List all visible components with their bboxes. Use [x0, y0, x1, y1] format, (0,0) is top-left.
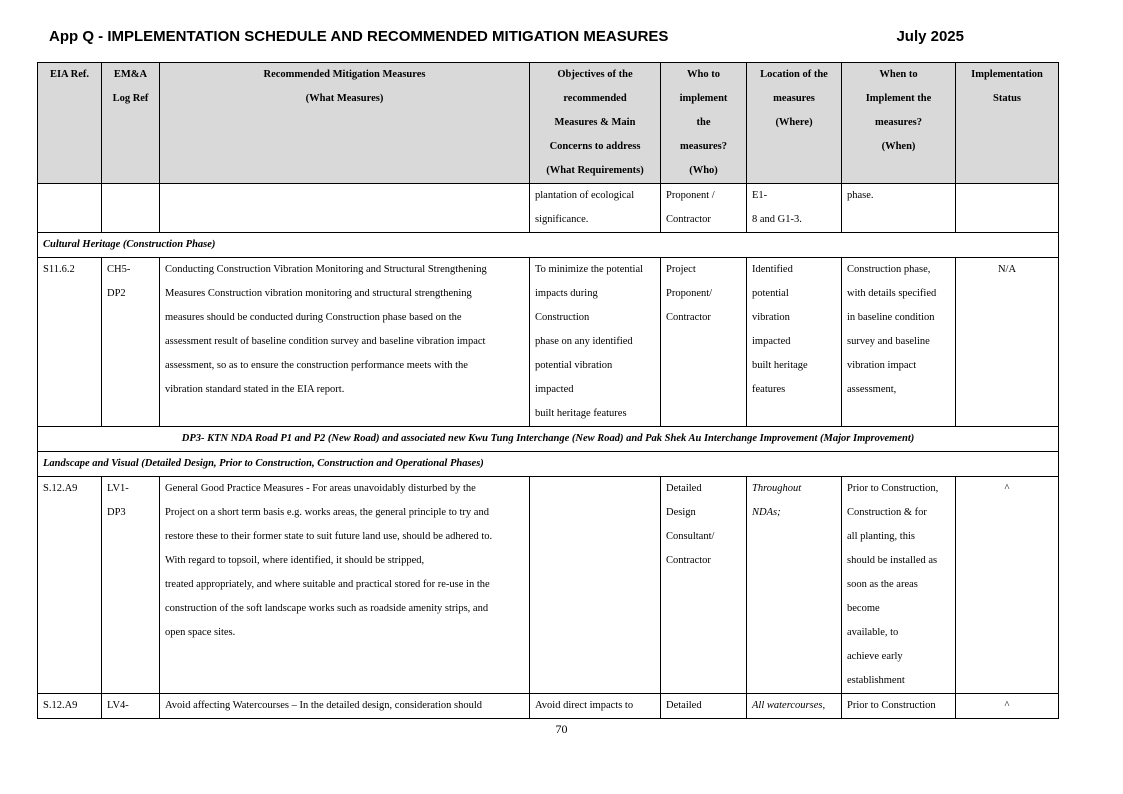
cell-where [747, 258, 842, 427]
header-text: Implementation [971, 69, 1043, 80]
cell-who [661, 184, 747, 233]
cell-text: treated appropriately, and where suitable and practical stored for re-use in the [165, 579, 490, 590]
cell-who [661, 694, 747, 719]
page-header [49, 28, 967, 48]
cell-text: potential [752, 288, 789, 299]
cell-text: survey and baseline [847, 336, 930, 347]
cell-text: Prior to Construction [847, 700, 936, 711]
cell-text: With regard to topsoil, where identified, it should be stripped, [165, 555, 425, 566]
cell-text: LV1- [107, 483, 129, 494]
header-text: Implement the [865, 93, 932, 104]
header-text: (What Measures) [305, 93, 384, 104]
cell-eia-ref [38, 258, 102, 427]
header-who [661, 63, 747, 184]
header-text: Log Ref [112, 93, 149, 104]
cell-text: soon as the areas [847, 579, 918, 590]
cell-log-ref [102, 477, 160, 694]
cell-where [747, 184, 842, 233]
cell-text: Project on a short term basis e.g. works areas, the general principle to try and [165, 507, 489, 518]
header-text: (When) [881, 141, 916, 152]
cell-text: To minimize the potential [535, 264, 644, 275]
cell-text: Conducting Construction Vibration Monitoring and Structural Strengthening [165, 264, 487, 275]
header-text: (Who) [689, 165, 718, 176]
cell-text: Measures Construction vibration monitoring and structural strengthening [165, 288, 472, 299]
cell-text: N/A [997, 264, 1017, 275]
cell-text: Proponent / [666, 190, 715, 201]
cell-status [956, 258, 1059, 427]
cell-status [956, 694, 1059, 719]
cell-text: vibration standard stated in the EIA report. [165, 384, 345, 395]
header-text: measures? [874, 117, 923, 128]
header-text: Who to [687, 69, 720, 80]
cell-text: features [752, 384, 786, 395]
cell-text: Construction & for [847, 507, 927, 518]
page-number: 70 [555, 722, 568, 736]
cell-text: construction of the soft landscape works such as roadside amenity strips, and [165, 603, 489, 614]
cell-text: Prior to Construction, [847, 483, 939, 494]
cell-text: Avoid direct impacts to [535, 700, 634, 711]
section-cultural-heritage: Cultural Heritage (Construction Phase) [38, 233, 1059, 258]
cell-text: phase on any identified [535, 336, 633, 347]
table-row [38, 184, 1059, 233]
cell-text: 8 and G1-3. [752, 214, 802, 225]
header-log-ref [102, 63, 160, 184]
cell-status [956, 477, 1059, 694]
cell-text: Construction [535, 312, 590, 323]
section-row [38, 427, 1059, 452]
header-text: When to [879, 69, 918, 80]
cell-text: should be installed as [847, 555, 938, 566]
cell-text: CH5- [107, 264, 131, 275]
cell-objectives [530, 184, 661, 233]
cell-text: Contractor [666, 312, 711, 323]
cell-where [747, 694, 842, 719]
cell-text: available, to [847, 627, 899, 638]
cell-text: all planting, this [847, 531, 915, 542]
cell-objectives [530, 477, 661, 694]
cell-text: S.12.A9 [43, 700, 78, 711]
cell-text: impacted [752, 336, 791, 347]
cell-text: DP2 [107, 288, 126, 299]
cell-text: E1- [752, 190, 768, 201]
cell-text: Identified [752, 264, 793, 275]
cell-text: S11.6.2 [43, 264, 75, 275]
header-text: Objectives of the [557, 69, 633, 80]
cell-when [842, 694, 956, 719]
cell-text: ^ [1004, 700, 1010, 711]
cell-measures [160, 184, 530, 233]
cell-text: General Good Practice Measures - For areas unavoidably disturbed by the [165, 483, 476, 494]
header-text: Location of the [760, 69, 828, 80]
header-text: Status [992, 93, 1021, 104]
cell-text: vibration [752, 312, 790, 323]
cell-log-ref [102, 184, 160, 233]
cell-when [842, 184, 956, 233]
cell-text: S.12.A9 [43, 483, 78, 494]
header-text: Measures & Main [554, 117, 636, 128]
cell-text: assessment result of baseline condition survey and baseline vibration impact [165, 336, 486, 347]
cell-text: built heritage [752, 360, 808, 371]
cell-eia-ref [38, 184, 102, 233]
cell-text: Proponent/ [666, 288, 713, 299]
cell-text: phase. [847, 190, 874, 201]
section-dp3: DP3- KTN NDA Road P1 and P2 (New Road) and associated new Kwu Tung Interchange (New Road) and Pak Shek Au Interchange Improvement (Major Improvement) [38, 427, 1059, 452]
header-when [842, 63, 956, 184]
header-text: Concerns to address [549, 141, 641, 152]
table-row [38, 258, 1059, 427]
section-landscape-visual: Landscape and Visual (Detailed Design, Prior to Construction, Construction and Operational Phases) [38, 452, 1059, 477]
cell-text: Contractor [666, 555, 711, 566]
cell-text: DP3 [107, 507, 126, 518]
header-text: the [696, 117, 711, 128]
cell-text: in baseline condition [847, 312, 935, 323]
header-text: EM&A [113, 69, 148, 80]
header-text: (Where) [775, 117, 813, 128]
cell-text: Construction phase, [847, 264, 931, 275]
header-text: recommended [563, 93, 627, 104]
header-eia-ref [38, 63, 102, 184]
cell-text: potential vibration [535, 360, 613, 371]
cell-text: establishment [847, 675, 905, 686]
section-row [38, 452, 1059, 477]
cell-eia-ref [38, 694, 102, 719]
header-text: (What Requirements) [546, 165, 644, 176]
header-text: measures? [679, 141, 728, 152]
cell-text: impacted [535, 384, 574, 395]
cell-text: become [847, 603, 880, 614]
table-row [38, 694, 1059, 719]
cell-text: built heritage features [535, 408, 627, 419]
cell-text: vibration impact [847, 360, 917, 371]
cell-text: Contractor [666, 214, 711, 225]
cell-when [842, 477, 956, 694]
header-objectives [530, 63, 661, 184]
cell-text: Detailed [666, 483, 702, 494]
cell-measures [160, 694, 530, 719]
implementation-schedule-table [37, 62, 1059, 719]
header-text: Recommended Mitigation Measures [263, 69, 426, 80]
cell-text: restore these to their former state to suit future land use, should be adhered to. [165, 531, 493, 542]
cell-text: LV4- [107, 700, 129, 711]
cell-measures [160, 258, 530, 427]
cell-text: Avoid affecting Watercourses – In the detailed design, consideration should [165, 700, 482, 711]
cell-text: NDAs; [752, 507, 781, 518]
cell-text: Throughout [752, 483, 802, 494]
document-date: July 2025 [896, 28, 964, 45]
cell-measures [160, 477, 530, 694]
cell-text: Detailed [666, 700, 702, 711]
cell-text: measures should be conducted during Construction phase based on the [165, 312, 462, 323]
table-row [38, 477, 1059, 694]
cell-text: assessment, so as to ensure the construction performance meets with the [165, 360, 468, 371]
cell-text: significance. [535, 214, 589, 225]
cell-text: plantation of ecological [535, 190, 635, 201]
header-where [747, 63, 842, 184]
cell-text: ^ [1004, 483, 1010, 494]
document-title: App Q - IMPLEMENTATION SCHEDULE AND RECOMMENDED MITIGATION MEASURES [49, 28, 669, 45]
cell-text: All watercourses, [752, 700, 826, 711]
cell-when [842, 258, 956, 427]
cell-text: impacts during [535, 288, 598, 299]
cell-objectives [530, 258, 661, 427]
cell-text: Consultant/ [666, 531, 715, 542]
header-text: implement [679, 93, 728, 104]
cell-status [956, 184, 1059, 233]
table-header-row [38, 63, 1059, 184]
header-text: measures [773, 93, 815, 104]
cell-text: with details specified [847, 288, 937, 299]
header-status [956, 63, 1059, 184]
cell-text: Design [666, 507, 696, 518]
cell-objectives [530, 694, 661, 719]
cell-text: open space sites. [165, 627, 236, 638]
section-row [38, 233, 1059, 258]
cell-log-ref [102, 258, 160, 427]
cell-text: achieve early [847, 651, 903, 662]
cell-eia-ref [38, 477, 102, 694]
cell-text: Project [666, 264, 696, 275]
cell-text: assessment, [847, 384, 897, 395]
cell-where [747, 477, 842, 694]
cell-log-ref [102, 694, 160, 719]
header-text: EIA Ref. [49, 69, 90, 80]
cell-who [661, 477, 747, 694]
header-measures [160, 63, 530, 184]
cell-who [661, 258, 747, 427]
